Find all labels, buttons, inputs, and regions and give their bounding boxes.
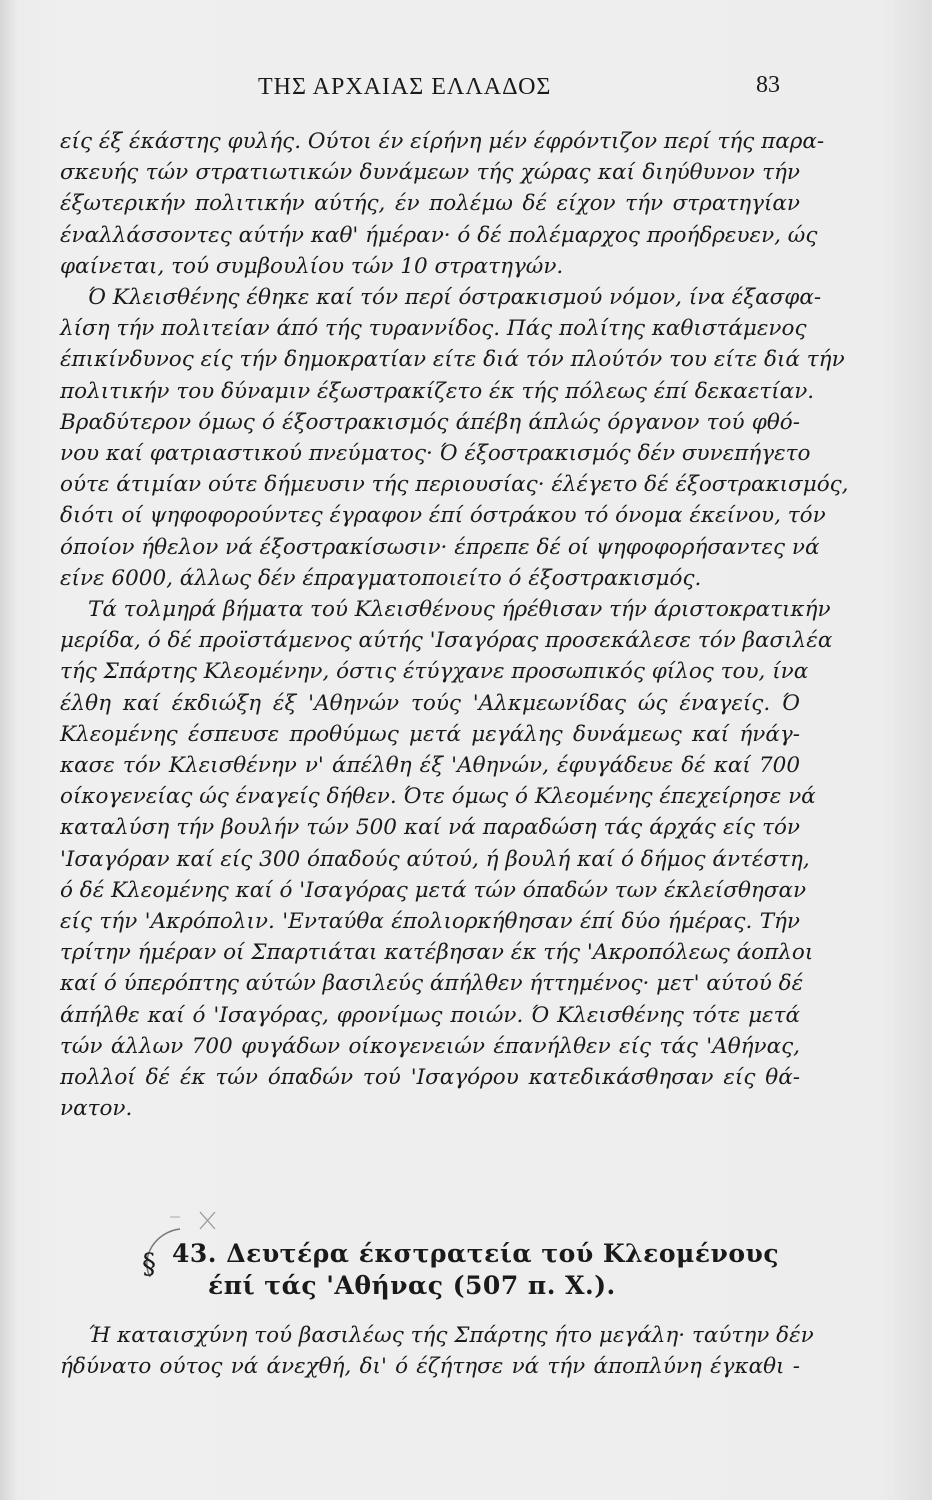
text-line: κασε τόν Κλεισθένην ν' άπέλθη έξ 'Αθηνών, έφυγάδευε δέ καί 700 [60,753,800,779]
section-title-line-1 [150,1238,800,1270]
page-header [0,72,932,108]
text-line: μερίδα, ό δέ προϊστάμενος αύτής 'Ισαγόρας προσεκάλεσε τόν βασιλέα [60,628,833,654]
section-symbol: § [142,1247,157,1280]
text-line: οίκογενείας ώς έναγείς δήθεν. Ότε όμως ό Κλεομένης έπεχείρησε νά [60,784,816,810]
page-number: 83 [756,72,780,98]
text-line: είς έξ έκάστης φυλής. Ούτοι έν είρήνη μέν έφρόντιζον περί τής παρα- [60,129,825,154]
text-line: Ή καταισχύνη τού βασιλέως τής Σπάρτης ήτο μεγάλη· ταύτην δέν [88,1323,814,1348]
text-line: καί ό ύπερόπτης αύτών βασιλεύς άπήλθεν ήττημένος· μετ' αύτού δέ [60,971,804,997]
running-title: ΤΗΣ ΑΡΧΑΙΑΣ ΕΛΛΑΔΟΣ [258,74,552,100]
text-line: ήδύνατο ούτος νά άνεχθή, δι' ό έζήτησε νά τήν άποπλύνη έγκαθι - [60,1354,800,1380]
text-line: Τά τολμηρά βήματα τού Κλεισθένους ήρέθισαν τήν άριστοκρατικήν [88,597,831,623]
text-line: τών άλλων 700 φυγάδων οίκογενειών έπανήλθεν είς τάς 'Αθήνας, [60,1033,800,1059]
text-line: Βραδύτερον όμως ό έξοστρακισμός άπέβη άπλώς όργανον τού φθό- [60,409,800,435]
text-line: τρίτην ήμέραν οί Σπαρτιάται κατέβησαν έκ τής 'Ακροπόλεως άοπλοι [60,940,814,966]
body-text [60,126,849,1125]
text-line: διότι οί ψηφοφορούντες έγραφον έπί όστράκου τό όνομα έκείνου, τόν [60,503,826,529]
text-line: πολλοί δέ έκ τών όπαδών τού 'Ισαγόρου κατεδικάσθησαν είς θά- [60,1065,800,1091]
text-line: Ό Κλεισθένης έθηκε καί τόν περί όστρακισμού νόμον, ίνα έξασφα- [88,285,822,311]
text-line: τής Σπάρτης Κλεομένην, όστις έτύγχανε προσωπικός φίλος του, ίνα [60,659,809,685]
text-line: πολιτικήν του δύναμιν έξωστρακίζετο έκ τής πόλεως έπί δεκαετίαν. [60,378,815,404]
text-line: έξωτερικήν πολιτικήν αύτής, έν πολέμω δέ είχον τήν στρατηγίαν [60,191,800,217]
text-line: έλθη καί έκδιώξη έξ 'Αθηνών τούς 'Αλκμεωνίδας ώς έναγείς. Ό [60,690,800,716]
section-title-line-2: έπί τάς 'Αθήνας (507 π. Χ.). [208,1271,616,1300]
text-line: είς τήν 'Ακρόπολιν. 'Ενταύθα έπολιορκήθησαν έπί δύο ήμέρας. Τήν [60,909,800,935]
text-line: νατον. [60,1096,133,1122]
text-line: ούτε άτιμίαν ούτε δήμευσιν τής περιουσίας· έλέγετο δέ έξοστρακισμός, [60,472,849,498]
text-line: φαίνεται, τού συμβουλίου τών 10 στρατηγών. [60,253,564,279]
text-line: Κλεομένης έσπευσε προθύμως μετά μεγάλης δυνάμεως καί ήνάγ- [60,721,800,747]
text-line: νου καί φατριαστικού πνεύματος· Ό έξοστρακισμός δέν συνεπήγετο [60,441,811,467]
section-heading [142,1238,800,1302]
text-line: σκευής τών στρατιωτικών δυνάμεων τής χώρας καί διηύθυνον τήν [60,160,800,186]
text-line: ό δέ Κλεομένης καί ό 'Ισαγόρας μετά τών όπαδών των έκλείσθησαν [60,877,807,903]
text-line: έναλλάσσοντες αύτήν καθ' ήμέραν· ό δέ πολέμαρχος προήδρευεν, ώς [60,222,818,248]
text-line: όποίον ήθελον νά έξοστρακίσωσιν· έπρεπε δέ οί ψηφοφορήσαντες νά [60,534,820,560]
section-number: 43. [172,1239,217,1268]
text-line: λίση τήν πολιτείαν άπό τής τυραννίδος. Πάς πολίτης καθιστάμενος [60,316,807,342]
section-title-1: Δευτέρα έκστρατεία τού Κλεομένους [226,1239,780,1268]
text-line: 'Ισαγόραν καί είς 300 όπαδούς αύτού, ή βουλή καί ό δήμος άντέστη, [60,846,810,872]
section-body-text [60,1320,814,1382]
text-line: είνε 6000, άλλως δέν έπραγματοποιείτο ό έξοστρακισμός. [60,565,702,591]
text-line: καταλύση τήν βουλήν τών 500 καί νά παραδώση τάς άρχάς είς τόν [60,815,800,841]
text-line: έπικίνδυνος είς τήν δημοκρατίαν είτε διά τόν πλούτόν του είτε διά τήν [60,347,845,373]
text-line: άπήλθε καί ό 'Ισαγόρας, φρονίμως ποιών. Ό Κλεισθένης τότε μετά [60,1002,800,1028]
